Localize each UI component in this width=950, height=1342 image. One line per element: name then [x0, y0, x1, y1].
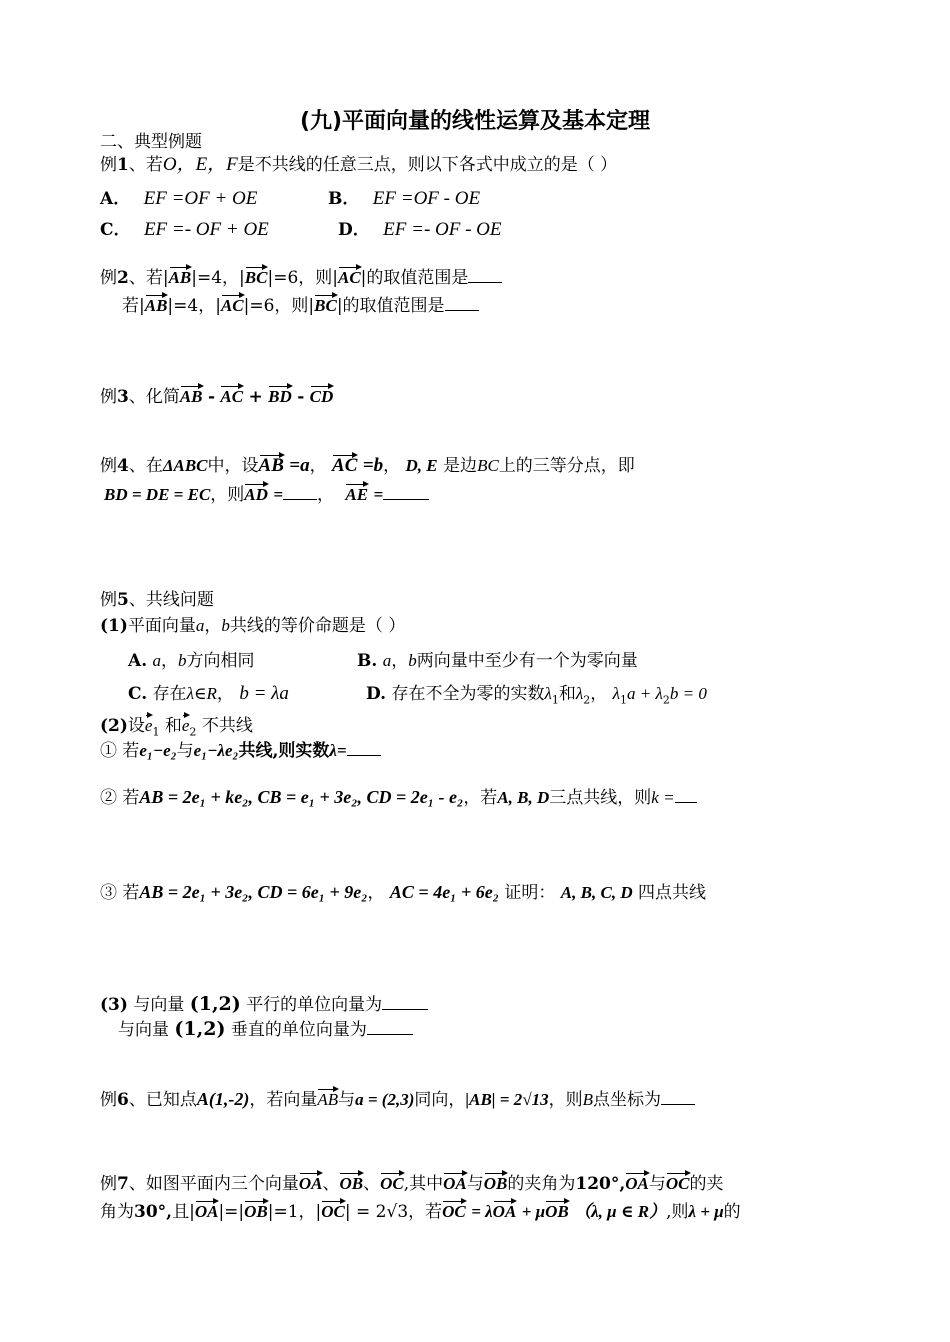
option-label: A. [128, 651, 148, 671]
math-eq: =b [362, 455, 384, 476]
option-label: A． [100, 189, 131, 209]
text: 、若 [128, 155, 163, 175]
math-expr: k = [651, 788, 675, 807]
vector-ab: AB [145, 292, 168, 314]
math-expr: = λ [471, 1202, 493, 1221]
option-label: D. [366, 684, 387, 704]
text: 的夹角为 [507, 1174, 576, 1194]
vector-oc: OC [442, 1198, 466, 1220]
answer-blank[interactable] [383, 483, 429, 500]
operator: - [207, 387, 215, 407]
points-de: D, E [405, 456, 438, 475]
math-expr: AC = 4e₁ + 6e₂ [389, 882, 499, 902]
vector-ac: AC [338, 264, 361, 286]
text: 、 [322, 1174, 340, 1194]
angle-value: 30°, [134, 1202, 173, 1222]
answer-blank[interactable] [468, 266, 502, 283]
example-4-line-1: 例4、在ΔABC中，设AB =a， AC =b， D, E 是边BC上的三等分点，即 [100, 452, 635, 477]
example-1-option-d [338, 215, 502, 241]
math-b: b [221, 616, 230, 635]
text: | = 2√3，若 [344, 1202, 443, 1222]
vector-value: (1,2) [174, 1018, 226, 1040]
vector-ad: AD [244, 481, 268, 503]
vector-oc: OC [380, 1170, 404, 1192]
math-a: a [382, 651, 392, 670]
text: |=6，则| [243, 296, 315, 316]
example-5-option-d: D. 存在不全为零的实数$\lambda_1$和$\lambda_2$， $\lambda_1a + \lambda_2b = 0$ [366, 684, 707, 707]
text: 点坐标为 [592, 1090, 661, 1110]
vector-ab: AB [259, 452, 284, 474]
part-label: (1) [100, 616, 128, 636]
text: 设 [127, 716, 145, 736]
vector-ab: AB [317, 1086, 338, 1108]
text: 共线的等价命题是（ ） [229, 616, 406, 636]
example-number: 3 [117, 387, 129, 407]
text: 、如图平面内三个向量 [128, 1174, 299, 1194]
answer-blank[interactable] [347, 739, 381, 756]
text: 与向量 [133, 995, 185, 1015]
example-1-option-b [328, 184, 480, 210]
vector-bd: BD [268, 383, 292, 405]
example-2-line-1 [100, 264, 502, 289]
vector-oa: OA [195, 1198, 219, 1220]
example-5-heading [100, 589, 214, 611]
vector-oa: OA [493, 1198, 517, 1220]
vector-ob: OB [545, 1198, 569, 1220]
text: ② 若 [100, 788, 140, 808]
text: 且| [172, 1202, 195, 1222]
example-1-option-a [100, 184, 257, 210]
page-title: (九)平面向量的线性运算及基本定理 [299, 109, 651, 134]
text: 角为 [100, 1202, 134, 1222]
text: 与向量 [118, 1020, 169, 1040]
option-math: EF =OF - OE [372, 188, 481, 209]
example-4-line-2: BD = DE = EC，则AD = ， AE = [104, 481, 429, 506]
answer-blank[interactable] [283, 483, 317, 500]
vector-oa: OA [299, 1170, 323, 1192]
vector-ob: OB [339, 1170, 363, 1192]
example-number: 4 [117, 456, 129, 476]
text: 与 [648, 1174, 666, 1194]
option-label: B. [357, 651, 378, 671]
text: 中，设 [207, 456, 259, 476]
math-eq: BD = DE = EC [104, 485, 211, 504]
math-b: b [178, 651, 187, 670]
vector-oa: OA [625, 1170, 649, 1192]
example-5-part-1: (1)平面向量a，b共线的等价命题是（ ） [100, 616, 406, 636]
math-expr: （λ, μ ∈ R） [574, 1202, 667, 1221]
vector-oa: OA [443, 1170, 467, 1192]
math-expr: b = λa [239, 683, 289, 704]
math-expr: |AB| = 2√13 [465, 1090, 549, 1109]
example-label: 例 [100, 590, 117, 610]
text: ，若向量 [249, 1090, 318, 1110]
vector-a: a = (2,3) [355, 1090, 415, 1109]
text: 、化简 [128, 387, 180, 407]
angle-value: 120°, [575, 1174, 626, 1194]
lambda-1: λ [612, 684, 620, 703]
text: 平面向量 [127, 616, 196, 636]
math-expr: λ= [329, 741, 347, 760]
option-label: C． [100, 220, 131, 240]
text: 共线,则实数 [238, 741, 330, 761]
triangle-label: ΔABC [162, 456, 208, 475]
text: 三点共线，则 [549, 788, 652, 808]
text: 、在 [128, 456, 163, 476]
text: ，则 [210, 485, 245, 505]
option-math: EF =- OF - OE [383, 219, 502, 240]
text: 、共线问题 [128, 590, 214, 610]
text: 、已知点 [128, 1090, 197, 1110]
example-1-option-c [100, 215, 269, 241]
example-label: 例 [100, 268, 117, 288]
example-5-question-3: ③ 若AB = 2e₁ + 3e₂, CD = 6e₁ + 9e₂， AC = 4e₁ + 6e₂ 证明： A, B, C, D 四点共线 [100, 882, 706, 903]
text: 是边 [443, 456, 478, 476]
option-text: 存在不全为零的实数 [391, 684, 545, 704]
example-number: 6 [117, 1090, 129, 1110]
option-label: C. [128, 684, 148, 704]
example-5-part-3-line-2 [118, 1018, 413, 1041]
example-number: 7 [117, 1174, 129, 1194]
example-label: 例 [100, 155, 117, 175]
text: 、 [363, 1174, 381, 1194]
vector-oc: OC [666, 1170, 690, 1192]
text: ,其中 [403, 1174, 444, 1194]
math-a: a [195, 616, 205, 635]
math-eq: = [273, 485, 284, 504]
answer-blank[interactable] [382, 993, 428, 1010]
example-number: 5 [117, 590, 129, 610]
text: |的取值范围是 [360, 268, 469, 288]
answer-blank[interactable] [445, 294, 479, 311]
math-eq: = [373, 485, 384, 504]
text: 四点共线 [638, 883, 706, 903]
text: 与 [338, 1090, 356, 1110]
math-vars: O，E，F [162, 154, 238, 175]
example-3 [100, 383, 333, 408]
example-label: 例 [100, 456, 117, 476]
example-5-question-2 [100, 786, 697, 809]
example-5-part-3-line-1 [100, 993, 428, 1016]
answer-blank[interactable] [367, 1018, 413, 1035]
example-5-part-2: (2)设$e_1$ 和$e_2$ 不共线 [100, 712, 253, 743]
example-label: 例 [100, 1090, 117, 1110]
text: ，若 [463, 788, 498, 808]
text: 的夹 [689, 1174, 724, 1194]
text: 垂直的单位向量为 [230, 1020, 367, 1040]
points: A, B, D [497, 788, 550, 807]
option-text: 方向相同 [186, 651, 255, 671]
text: 是不共线的任意三点，则以下各式中成立的是（ ） [237, 155, 618, 175]
vector-ac: AC [221, 292, 244, 314]
vector-value: (1,2) [189, 993, 241, 1015]
vector-ab: AB [180, 383, 203, 405]
segment-bc: BC [477, 456, 499, 475]
text: ③ 若 [100, 883, 140, 903]
option-label: B． [328, 189, 360, 209]
option-label: D． [338, 220, 370, 240]
text: |=6，则| [267, 268, 338, 288]
example-5-option-b: B. a，b两向量中至少有一个为零向量 [357, 651, 638, 671]
example-6 [100, 1086, 695, 1111]
text: 、若| [128, 268, 169, 288]
text: |=| [218, 1202, 245, 1222]
text: ① 若 [100, 741, 140, 761]
lambda-2: λ [575, 684, 584, 703]
part-label: (3) [100, 995, 128, 1015]
vector-bc: BC [314, 292, 337, 314]
example-5-option-a: A. a，b方向相同 [128, 651, 255, 671]
math-eq: =a [289, 455, 310, 476]
text: 和 [558, 684, 576, 704]
option-math: EF =- OF + OE [143, 219, 269, 240]
example-7-line-2 [100, 1198, 741, 1223]
math-expr: AB = 2e₁ + ke₂, CB = e₁ + 3e₂, CD = 2e₁ - e₂ [139, 787, 464, 807]
text: ，则 [548, 1090, 583, 1110]
math-a: a [152, 651, 162, 670]
math-expr: b = 0 [669, 684, 707, 703]
section-heading: 二、典型例题 [100, 132, 202, 152]
math-b: b [408, 651, 417, 670]
text: ,则 [666, 1202, 689, 1222]
example-5-question-1 [100, 739, 381, 762]
math-expr: a + λ [627, 684, 663, 703]
math-expr: λ∈R [186, 684, 217, 703]
text: 的 [723, 1202, 741, 1222]
math-expr: AB = 2e₁ + 3e₂, CD = 6e₁ + 9e₂ [139, 882, 368, 902]
vector-cd: CD [310, 383, 334, 405]
text: |=4，| [167, 296, 221, 316]
point-b: B [582, 1090, 593, 1109]
vector-e2: e [182, 712, 190, 734]
example-5-option-c: C. 存在λ∈R， b = λa [128, 683, 289, 704]
vector-ob: OB [244, 1198, 268, 1220]
example-number: 2 [117, 268, 129, 288]
text: |=1，| [267, 1202, 322, 1222]
math-expr: e₁−λe₂ [193, 741, 239, 760]
text: 和 [164, 716, 182, 736]
example-2-line-2 [122, 292, 479, 317]
option-math: EF =OF + OE [143, 188, 258, 209]
point-a: A(1,-2) [196, 1089, 250, 1109]
text: 证明： [504, 883, 556, 903]
math-expr: λ + μ [688, 1202, 724, 1221]
example-1-question [100, 154, 617, 176]
example-7-line-1 [100, 1170, 724, 1195]
example-label: 例 [100, 1174, 117, 1194]
vector-e1: e [145, 712, 153, 734]
answer-blank[interactable] [675, 786, 697, 803]
text: 同向， [414, 1090, 466, 1110]
option-text: 存在 [152, 684, 187, 704]
answer-blank[interactable] [661, 1088, 695, 1105]
option-text: 两向量中至少有一个为零向量 [416, 651, 638, 671]
lambda-1: λ [544, 684, 552, 703]
text: |的取值范围是 [336, 296, 445, 316]
text: 若| [122, 296, 145, 316]
example-label: 例 [100, 387, 117, 407]
example-number: 1 [117, 155, 129, 175]
math-expr: + μ [521, 1202, 546, 1221]
text: 上的三等分点，即 [498, 456, 635, 476]
vector-oc: OC [321, 1198, 345, 1220]
text: 与 [176, 741, 194, 761]
vector-ac: AC [220, 383, 243, 405]
text: 平行的单位向量为 [246, 995, 383, 1015]
vector-ob: OB [484, 1170, 508, 1192]
text: |=4，| [191, 268, 245, 288]
math-expr: e₁−e₂ [139, 741, 177, 760]
text: 不共线 [201, 716, 253, 736]
vector-ac: AC [332, 452, 357, 474]
vector-ae: AE [345, 481, 368, 503]
operator: - [297, 387, 305, 407]
text: 与 [466, 1174, 484, 1194]
vector-ab: AB [169, 264, 192, 286]
part-label: (2) [100, 716, 128, 736]
operator: + [248, 387, 263, 407]
vector-bc: BC [245, 264, 268, 286]
points: A, B, C, D [560, 883, 633, 902]
